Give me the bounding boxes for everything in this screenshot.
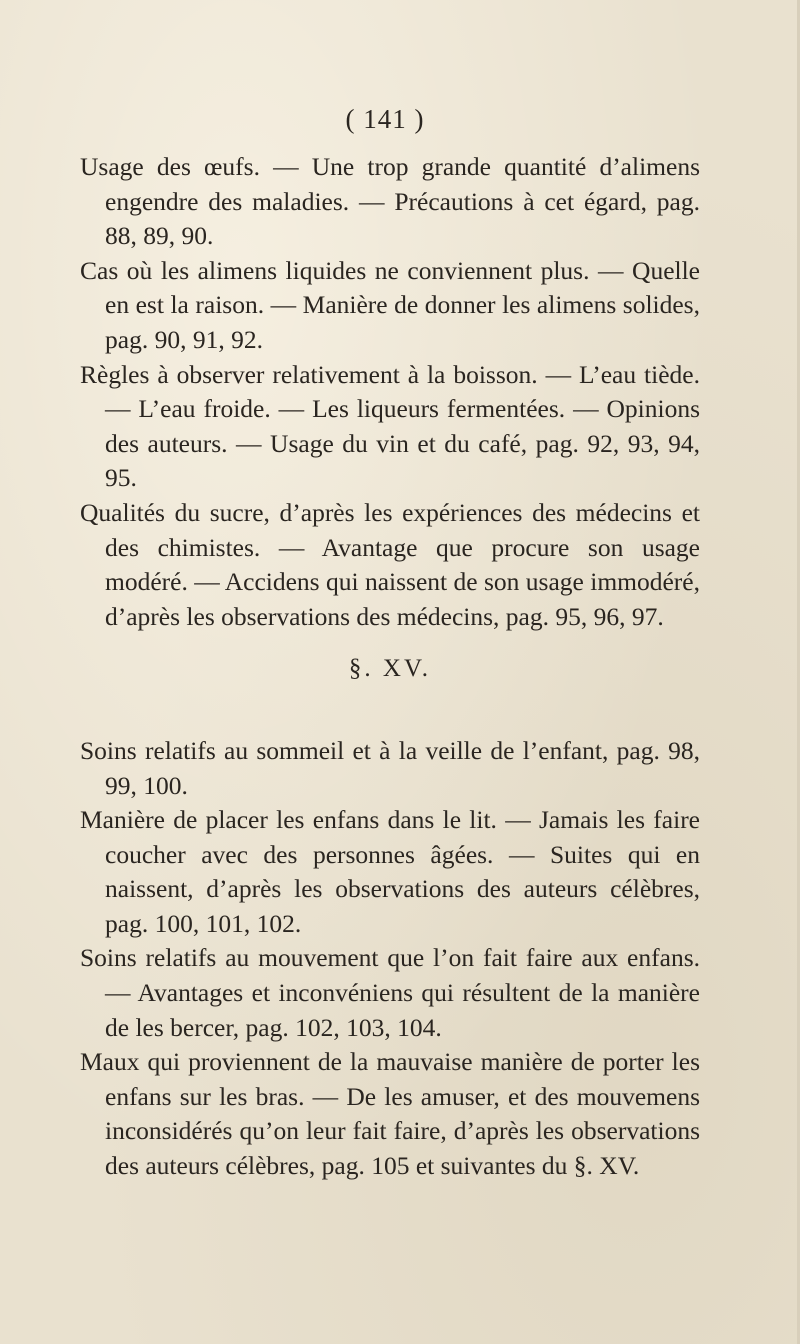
toc-entry-placer-enfans: Manière de placer les enfans dans le lit. — Jamais les faire coucher avec des personnes âgées. — Suites qui en naissent, d’après les observations des auteurs célèbres, pag. 100, 101, 102. — [80, 805, 700, 938]
toc-entry-sucre: Qualités du sucre, d’après les expériences des médecins et des chimistes. — Avantage que procure son usage modéré. — Accidens qui naissent de son usage immodéré, d’après les observations des médecins, pag. 95, 96, 97. — [80, 497, 700, 631]
toc-entry-porter-enfans: Maux qui proviennent de la mauvaise manière de porter les enfans sur les bras. — De les amuser, et des mouvemens inconsidérés qu’on leur fait faire, d’après les observations des auteurs célèbres, pag. 105 et suivantes du §. XV. — [80, 1047, 700, 1181]
toc-entry-alimens-liquides: Cas où les alimens liquides ne conviennent plus. — Quelle en est la raison. — Manière de donner les alimens solides, pag. 90, 91, 92. — [80, 255, 700, 354]
toc-entry-sommeil: Soins relatifs au sommeil et à la veille de l’enfant, pag. 98, 99, 100. — [80, 735, 700, 800]
toc-entry-usage-des-oeufs: Usage des œufs. — Une trop grande quantité d’alimens engendre des maladies. — Précautions à cet égard, pag. 88, 89, 90. — [80, 152, 700, 251]
toc-entry-mouvement: Soins relatifs au mouvement que l’on fait faire aux enfans. — Avantages et inconvéniens qui résultent de la manière de les bercer, pag. 102, 103, 104. — [80, 943, 700, 1042]
table-of-contents — [80, 150, 700, 1184]
section-heading: §. XV. — [348, 655, 432, 683]
toc-entry-boisson: Règles à observer relativement à la boisson. — L’eau tiède. — L’eau froide. — Les liqueurs fermentées. — Opinions des auteurs. — Usage du vin et du café, pag. 92, 93, 94, 95. — [80, 359, 700, 493]
page-number: ( 141 ) — [345, 104, 425, 134]
